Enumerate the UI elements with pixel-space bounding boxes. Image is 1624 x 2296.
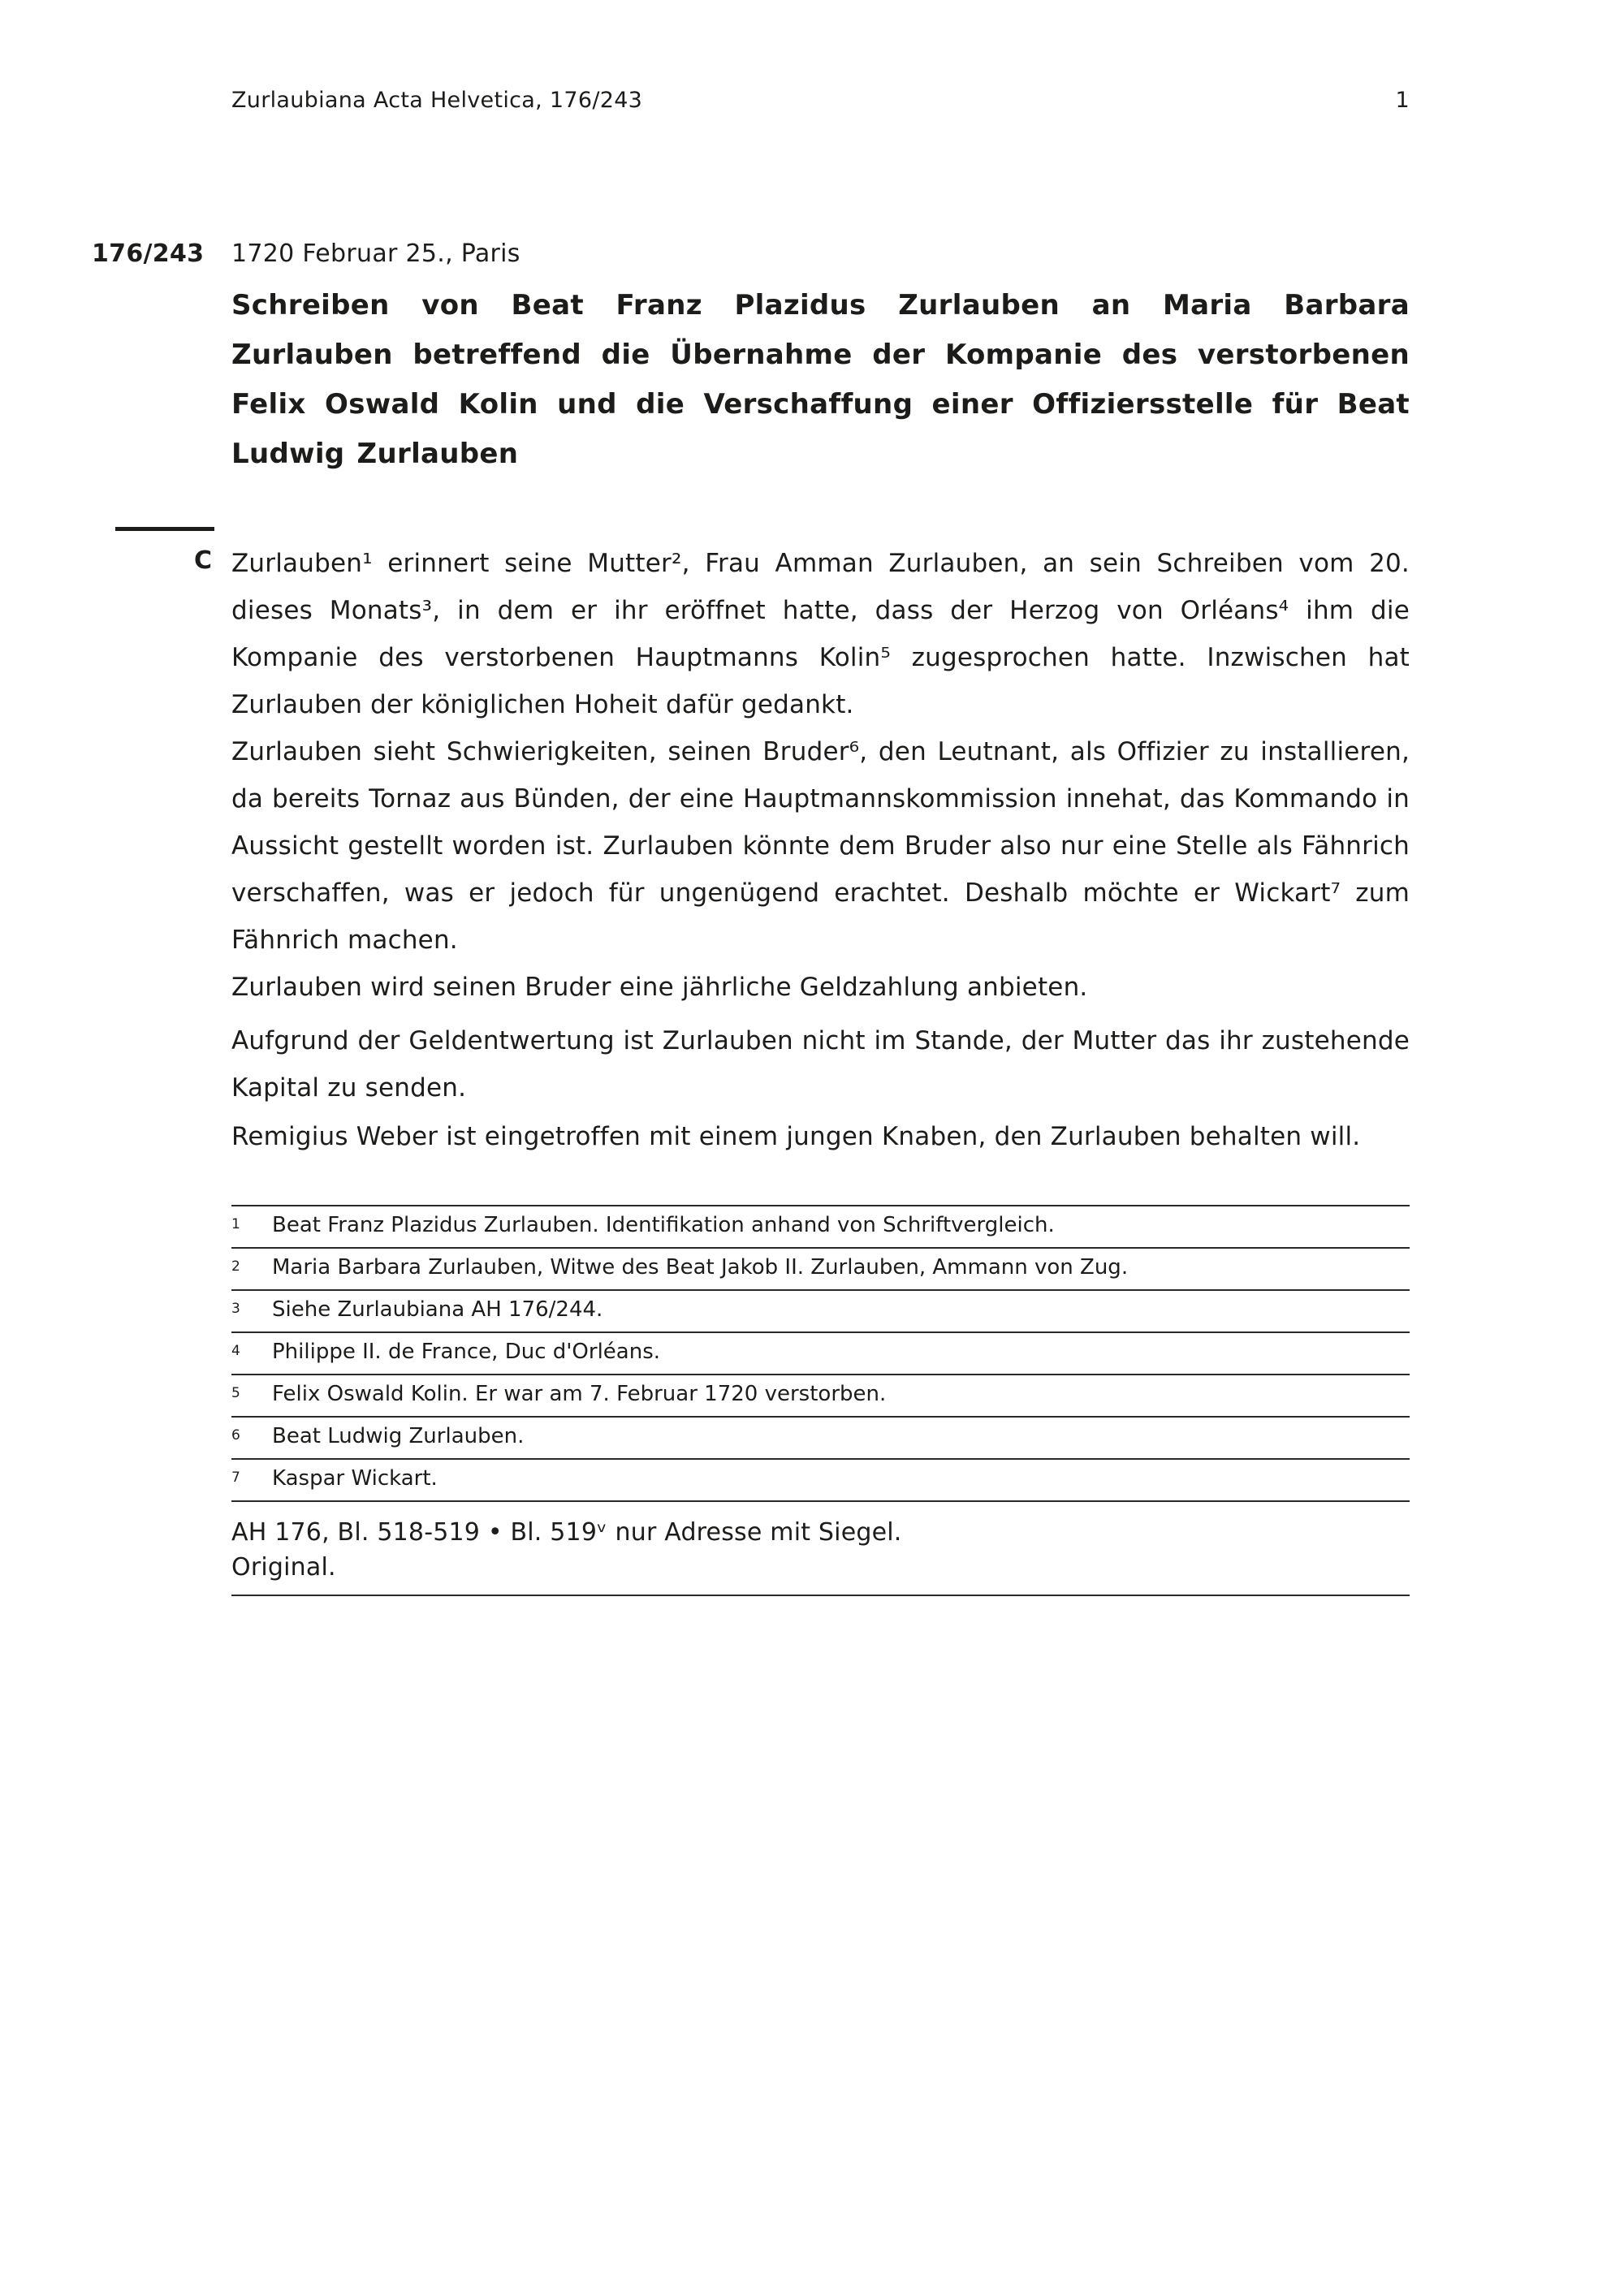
footnote-row [231,1458,1410,1500]
section-marker: C [194,546,213,575]
footnote-text: Philippe II. de France, Duc d'Orléans. [272,1340,661,1364]
footnote-number: 3 [231,1301,240,1317]
body-paragraph: Aufgrund der Geldentwertung ist Zurlauben nicht im Stande, der Mutter das ihr zustehende Kapital zu senden. [231,1026,1410,1103]
entry-header [92,240,1410,268]
body-paragraph: Remigius Weber ist eingetroffen mit einem jungen Knaben, den Zurlauben behalten will. [231,1122,1361,1151]
footnote-number: 6 [231,1427,240,1444]
section-rule [115,527,214,531]
body-paragraph: Zurlauben¹ erinnert seine Mutter², Frau Amman Zurlauben, an sein Schreiben vom 20. dieses Monats³, in dem er ihr eröffnet hatte, dass der Herzog von Orléans⁴ ihm die Kompanie des verstorbenen Hauptmanns Kolin⁵ zugesprochen hatte. Inzwischen hat Zurlauben der königlichen Hoheit dafür gedankt. [231,549,1410,719]
page-header [231,88,1410,113]
footnote-row [231,1331,1410,1374]
footnote-number: 7 [231,1470,240,1486]
footnote-text: Maria Barbara Zurlauben, Witwe des Beat Jakob II. Zurlauben, Ammann von Zug. [272,1255,1129,1280]
footnote-row [231,1247,1410,1289]
running-title: Zurlaubiana Acta Helvetica, 176/243 [231,88,643,113]
entry-number: 176/243 [92,240,205,268]
footnote-number: 2 [231,1258,240,1275]
page-number: 1 [1395,88,1410,113]
entry-date-place: 1720 Februar 25., Paris [231,240,520,268]
reference [231,1502,1410,1596]
footnote-text: Felix Oswald Kolin. Er war am 7. Februar 1720 verstorben. [272,1382,887,1406]
reference-line-1: AH 176, Bl. 518-519 • Bl. 519ᵛ nur Adresse mit Siegel. [231,1518,902,1547]
footnote-text: Beat Franz Plazidus Zurlauben. Identifikation anhand von Schriftvergleich. [272,1213,1055,1237]
body-paragraph: Zurlauben wird seinen Bruder eine jährliche Geldzahlung anbieten. [231,973,1088,1002]
reference-line-2: Original. [231,1553,336,1582]
footnote-row [231,1289,1410,1331]
footnote-row [231,1374,1410,1416]
entry-title: Schreiben von Beat Franz Plazidus Zurlauben an Maria Barbara Zurlauben betreffend die Übernahme der Kompanie des verstorbenen Felix Oswald Kolin und die Verschaffung einer Offiziersstelle für Beat Ludwig Zurlauben [231,289,1410,470]
entry-body [194,540,1410,1160]
body-paragraph: Zurlauben sieht Schwierigkeiten, seinen Bruder⁶, den Leutnant, als Offizier zu installieren, da bereits Tornaz aus Bünden, der eine Hauptmannskommission innehat, das Kommando in Aussicht gestellt worden ist. Zurlauben könnte dem Bruder also nur eine Stelle als Fähnrich verschaffen, was er jedoch für ungenügend erachtet. Deshalb möchte er Wickart⁷ zum Fähnrich machen. [231,737,1410,955]
footnote-text: Beat Ludwig Zurlauben. [272,1424,525,1448]
footnote-text: Siehe Zurlaubiana AH 176/244. [272,1297,603,1322]
footnotes [231,1205,1410,1502]
footnote-number: 4 [231,1343,240,1359]
footnote-number: 1 [231,1216,240,1232]
footnote-row [231,1416,1410,1458]
footnote-row [231,1205,1410,1247]
footnote-number: 5 [231,1385,240,1401]
footnote-text: Kaspar Wickart. [272,1466,438,1491]
